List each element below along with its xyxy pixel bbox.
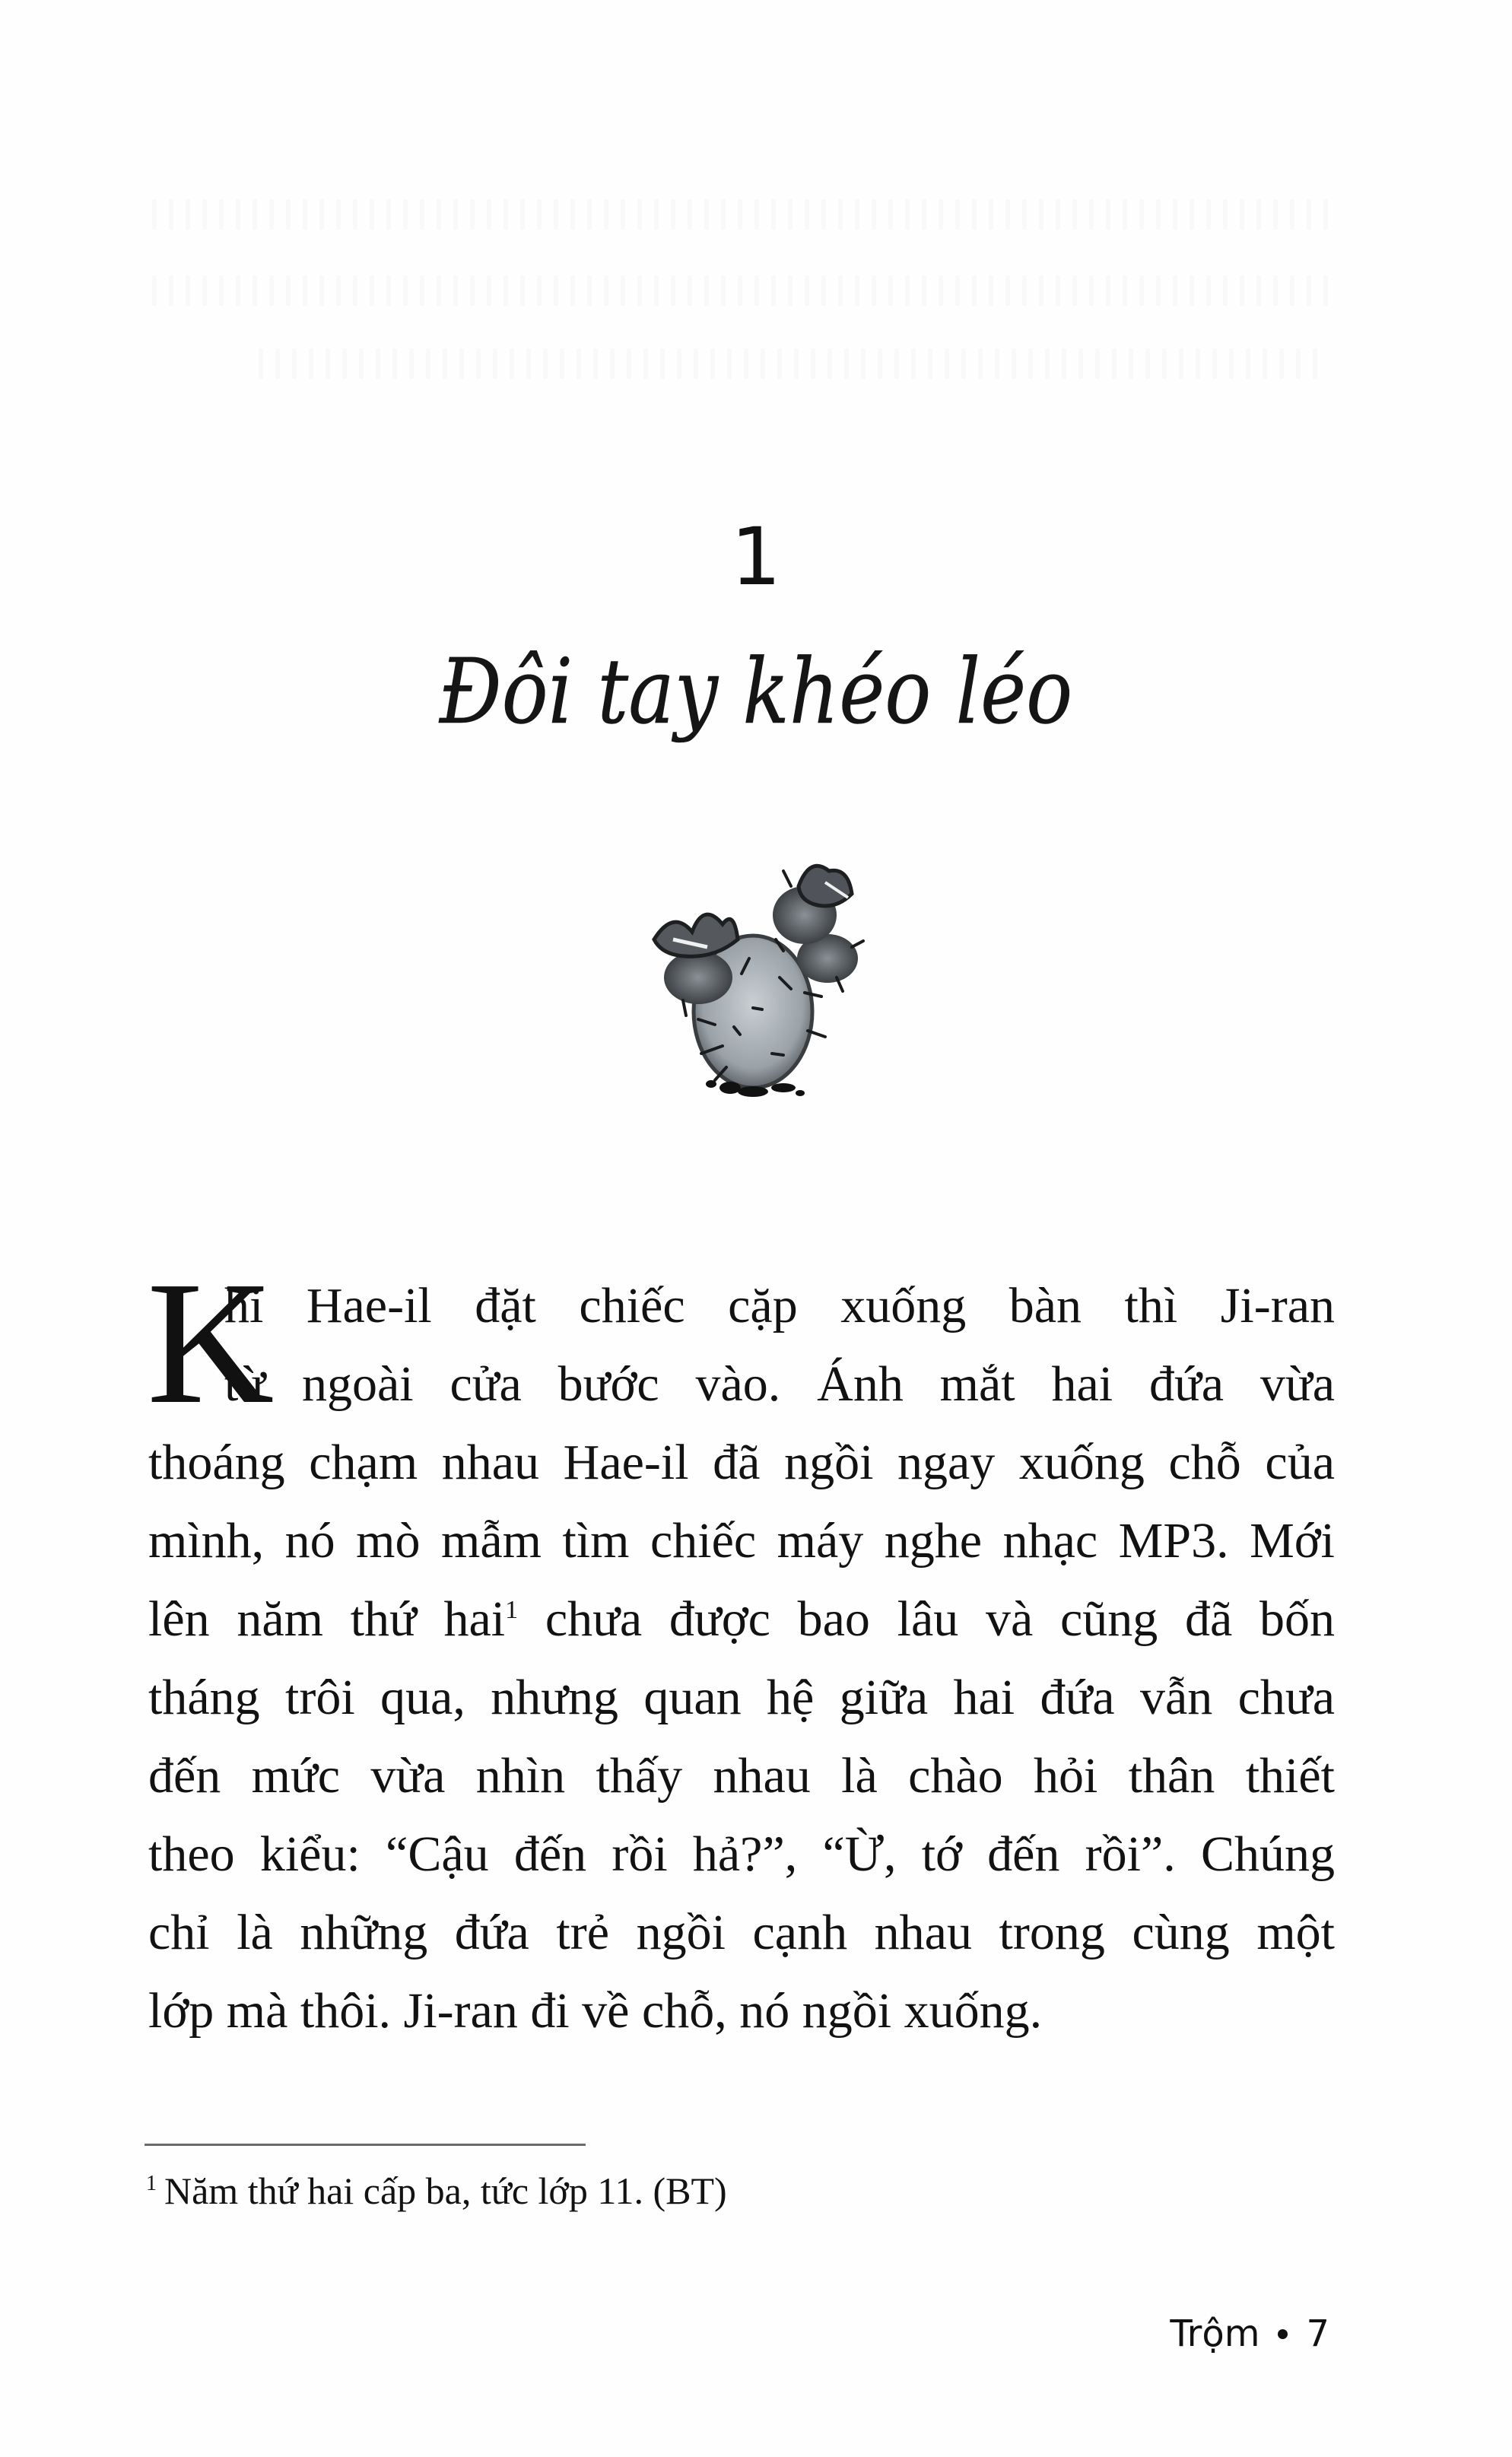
running-footer — [1170, 2312, 1329, 2355]
body-line-part: chưa được bao lâu và cũng đã bốn — [545, 1591, 1335, 1647]
footnote — [146, 2168, 727, 2214]
chapter-body-paragraph — [147, 1245, 1335, 2050]
body-line-part: lên năm thứ hai — [148, 1591, 506, 1647]
show-through-text — [152, 199, 1339, 230]
body-line: tháng trôi qua, nhưng quan hệ giữa hai đứa vẫn chưa — [148, 1670, 1335, 1725]
chapter-title: Đôi tay khéo léo — [439, 639, 1073, 744]
body-line: lớp mà thôi. Ji-ran đi về chỗ, nó ngồi xuống. — [148, 1983, 1043, 2039]
body-line: theo kiểu: “Cậu đến rồi hả?”, “Ừ, tớ đến rồi”. Chúng — [148, 1826, 1335, 1882]
bullet-separator-icon — [1278, 2329, 1288, 2339]
body-line: mình, nó mò mẫm tìm chiếc máy nghe nhạc MP3. Mới — [148, 1513, 1335, 1569]
body-line: chỉ là những đứa trẻ ngồi cạnh nhau trong cùng một — [148, 1905, 1335, 1960]
drop-cap: K — [147, 1245, 275, 1441]
footnote-reference[interactable]: 1 — [505, 1596, 519, 1624]
show-through-text — [152, 275, 1339, 306]
body-line: đến mức vừa nhìn thấy nhau là chào hỏi thân thiết — [148, 1748, 1335, 1804]
footnote-mark: 1 — [146, 2172, 157, 2196]
body-line: từ ngoài cửa bước vào. Ánh mắt hai đứa vừa — [224, 1356, 1335, 1412]
body-line: hi Hae-il đặt chiếc cặp xuống bàn thì Ji-ran — [224, 1278, 1335, 1333]
body-line: thoáng chạm nhau Hae-il đã ngồi ngay xuống chỗ của — [148, 1435, 1335, 1490]
page-number: 7 — [1306, 2312, 1329, 2355]
show-through-text — [259, 348, 1323, 379]
footnote-divider — [145, 2144, 586, 2146]
chapter-number: 1 — [730, 510, 782, 603]
body-line-with-footnote — [148, 1580, 1335, 1658]
book-title: Trộm — [1170, 2312, 1260, 2355]
footnote-text: Năm thứ hai cấp ba, tức lớp 11. (BT) — [164, 2169, 727, 2212]
cactus-icon — [601, 825, 890, 1099]
